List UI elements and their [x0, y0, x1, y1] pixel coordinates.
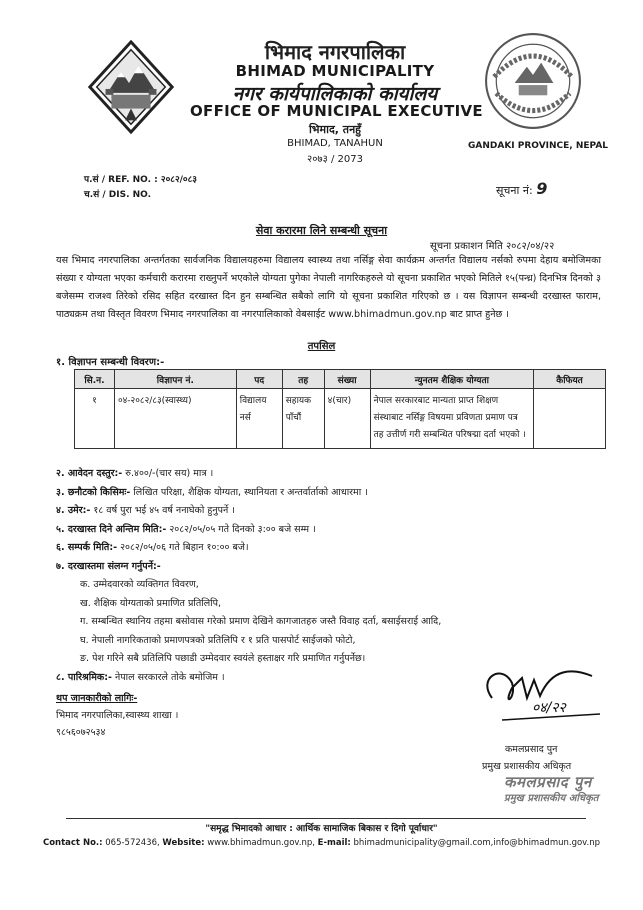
list-item: ४. उमेर:- १८ वर्ष पुरा भई ४५ वर्ष ननाघेको हुनुपर्ने । — [56, 505, 235, 516]
col-header-remarks: कैफियत — [534, 370, 606, 389]
cell-level: सहायक पाँचौं — [282, 389, 324, 449]
office-name-en: OFFICE OF MUNICIPAL EXECUTIVE — [190, 102, 483, 120]
contact-heading: थप जानकारीको लागिः- — [56, 693, 138, 704]
contact-phone: ९८५६०७२५३४ — [56, 727, 106, 738]
contact-office: भिमाद नगरपालिका,स्वास्थ्य शाखा । — [56, 710, 179, 721]
website-label: Website: — [162, 838, 205, 848]
stamp-name: कमलप्रसाद पुन — [504, 773, 592, 791]
email-link[interactable]: bhimadmunicipality@gmail.com,info@bhimadmun.gov.np — [353, 838, 601, 848]
notice-body: यस भिमाद नगरपालिका अन्तर्गतका सार्वजनिक विद्यालयहरुमा विद्यालय स्वास्थ्य तथा नर्सिङ्ग सेवा कार्यक्रम अन्तर्गत विद्यालय नर्सको रुपमा देहाय बमोजिमका संख्या र योग्यता भएका कर्मचारी करारमा राख्नुपर्ने भएकोले योग्यता पुगेका नेपाली नागरिकहरुले यो सूचना प्रकाशित भएको मितिले १५(पन्ध्र) दिनभित्र दिनको ३ बजेसम्म राजश्व तिरेको रसिद सहित दरखास्त दिन हुन सम्बन्धित सबैको लागि यो सूचना प्रकाशित गरिएको छ । यस विज्ञापन सम्बन्धी दरखास्त फाराम, पाठ्यक्रम तथा विस्तृत विवरण भिमाद नगरपालिका वा नगरपालिकाको वेबसाईट www.bhimadmun.gov.np बाट प्राप्त हुनेछ । — [56, 255, 601, 320]
list-item: ८. पारिश्रमिक:- नेपाल सरकारले तोके बमोजिम । — [56, 671, 225, 683]
office-name-np: नगर कार्यपालिकाको कार्यालय — [232, 83, 438, 105]
table-row — [75, 389, 606, 449]
signature-date: ०४/२२ — [532, 700, 566, 716]
section-1-title: १. विज्ञापन सम्बन्धी विवरण:- — [56, 357, 165, 368]
notice-items — [56, 466, 616, 688]
list-item: ६. सम्पर्क मिति:- २०८२/०५/०६ गते बिहान १०:०० बजे। — [56, 542, 249, 553]
cell-sn: १ — [75, 389, 115, 449]
col-header-ad-no: विज्ञापन नं. — [114, 370, 236, 389]
cell-count: ४(चार) — [324, 389, 370, 449]
location-np: भिमाद, तनहुँ — [308, 123, 362, 136]
established-year: २०७३ / 2073 — [307, 154, 363, 165]
vacancy-table — [74, 369, 606, 449]
ref-number — [84, 172, 197, 185]
province-label: GANDAKI PROVINCE, NEPAL — [468, 141, 609, 151]
publish-date: सूचना प्रकाशन मिति २०८२/०४/२२ — [430, 241, 555, 252]
location-en: BHIMAD, TANAHUN — [287, 138, 383, 149]
table-header-row — [75, 370, 606, 389]
notice-number — [496, 179, 547, 198]
schedule-heading: तपसिल — [307, 341, 336, 352]
handwritten-signature — [472, 658, 612, 738]
col-header-sn: सि.न. — [75, 370, 115, 389]
footer-divider — [66, 818, 586, 819]
ref-label: प.सं / REF. NO. : — [84, 175, 158, 185]
attachment-item: ङ. पेश गरिने सबै प्रतिलिपि पछाडी उम्मेदवार स्वयंले हस्ताक्षर गरि प्रमाणित गर्नुपर्नेछ। — [80, 653, 366, 664]
cell-remarks — [534, 389, 606, 449]
list-item: ५. दरखास्त दिने अन्तिम मिति:- २०८२/०५/०५ गते दिनको ३:०० बजे सम्म । — [56, 523, 316, 535]
cell-qualification: नेपाल सरकारबाट मान्यता प्राप्त शिक्षण संस्थाबाट नर्सिङ्ग विषयमा प्रविणता प्रमाण पत्र तह उत्तीर्ण गरी सम्बन्धित परिषद्मा दर्ता भएको । — [370, 389, 534, 449]
attachment-item: ग. सम्बन्धित स्थानिय तहमा बसोवास गरेको प्रमाण देखिने कागजातहरु जस्तै विवाह दर्ता, बसाईसराई आदि, — [80, 616, 442, 627]
name-stamp — [504, 772, 622, 814]
municipality-logo — [82, 38, 180, 136]
attachment-item: घ. नेपाली नागरिकताको प्रमाणपत्रको प्रतिलिपि र १ प्रति पासपोर्ट साईजको फोटो, — [80, 634, 356, 646]
website-link[interactable]: www.bhimadmun.gov.np, — [207, 838, 315, 848]
list-item: २. आवेदन दस्तुर:- रु.४००/-(चार सय) मात्र । — [56, 468, 214, 479]
list-item: ३. छनौटको किसिमः- लिखित परिक्षा, शैक्षिक योग्यता, स्थानियता र अन्तर्वार्ताको आधारमा । — [56, 486, 368, 498]
attachment-item: ख. शैक्षिक योग्यताको प्रमाणित प्रतिलिपि, — [80, 597, 222, 609]
col-header-post: पद — [236, 370, 282, 389]
signatory-name: कमलप्रसाद पुन — [505, 744, 558, 755]
attachment-item: क. उम्मेदवारको व्यक्तिगत विवरण, — [80, 579, 199, 590]
email-label: E-mail: — [317, 838, 351, 848]
footer-slogan: "समृद्ध भिमादको आधार : आर्थिक सामाजिक बिकास र दिगो पूर्वाधार" — [205, 824, 438, 834]
col-header-level: तह — [282, 370, 324, 389]
contact-no-label: Contact No.: — [42, 838, 103, 848]
notice-number-label: सूचना नं: — [496, 184, 533, 197]
footer-contact — [0, 838, 643, 848]
contact-no-value: 065-572436, — [105, 838, 160, 848]
col-header-qualification: न्युनतम शैक्षिक योग्यता — [370, 370, 534, 389]
municipality-name-np: भिमाद नगरपालिका — [264, 40, 406, 64]
signatory-designation: प्रमुख प्रशासकीय अधिकृत — [482, 761, 572, 772]
dis-number: च.सं / DIS. NO. — [84, 190, 152, 200]
notice-number-value: 9 — [536, 179, 548, 198]
stamp-title: प्रमुख प्रशासकीय अधिकृत — [504, 793, 599, 804]
ref-value: २०८२/०८३ — [160, 175, 197, 185]
contact-block — [56, 690, 178, 741]
notice-title: सेवा करारमा लिने सम्बन्धी सूचना — [255, 224, 388, 237]
cell-post: विद्यालय नर्स — [236, 389, 282, 449]
cell-ad-no: ०४-२०८२/८३(स्वास्थ्य) — [114, 389, 236, 449]
list-item: ७. दरखास्तमा संलग्न गर्नुपर्ने:- — [56, 560, 161, 572]
col-header-count: संख्या — [324, 370, 370, 389]
municipality-name-en: BHIMAD MUNICIPALITY — [235, 62, 435, 80]
office-seal-stamp — [482, 30, 584, 132]
